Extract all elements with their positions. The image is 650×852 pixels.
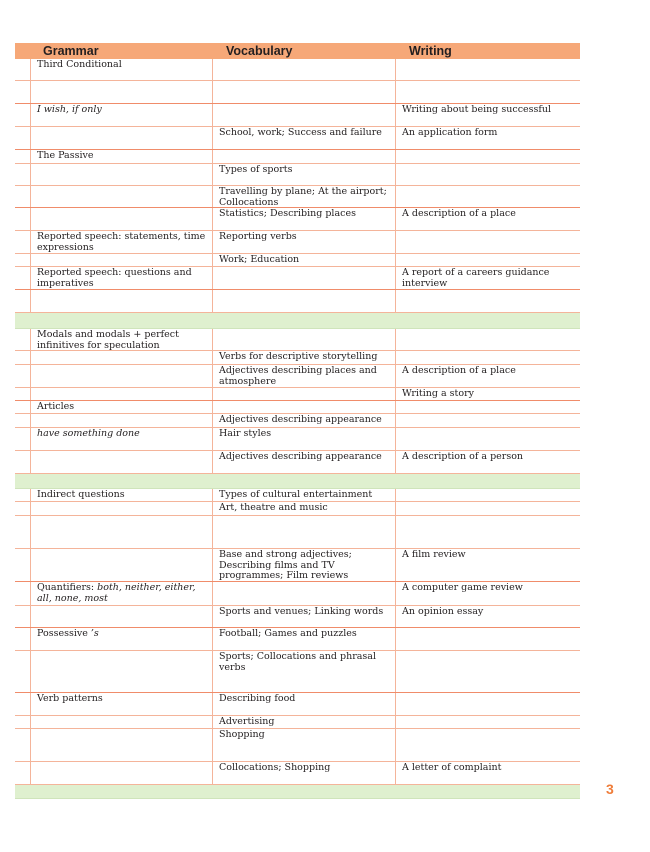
table-row: [15, 428, 580, 451]
vocabulary-cell: School, work; Success and failure: [213, 127, 396, 149]
table-row: [15, 351, 580, 365]
grammar-text-italic: ’s: [90, 628, 99, 639]
writing-cell: A description of a place: [402, 208, 516, 219]
vocabulary-cell: Verbs for descriptive storytelling: [213, 351, 396, 364]
table-row: [15, 606, 580, 628]
table-row: [15, 186, 580, 208]
vocabulary-cell: Football; Games and puzzles: [213, 628, 396, 650]
table-row: [15, 104, 580, 127]
writing-cell: Writing about being successful: [402, 104, 552, 115]
grammar-cell: Verb patterns: [31, 693, 213, 715]
writing-cell: A computer game review: [402, 582, 523, 593]
vocabulary-cell: Statistics; Describing places: [213, 208, 396, 230]
grammar-cell: Third Conditional: [31, 59, 213, 80]
grammar-cell: Reported speech: statements, time expressions: [31, 231, 213, 253]
table-row: [15, 208, 580, 231]
vocabulary-cell: Describing food: [213, 693, 396, 715]
table-row: [15, 254, 580, 267]
vocabulary-cell: Adjectives describing places and atmosphere: [213, 365, 396, 387]
writing-cell: A letter of complaint: [402, 762, 502, 773]
vocabulary-cell: Travelling by plane; At the airport; Collocations: [213, 186, 396, 207]
table-row: [15, 716, 580, 729]
grammar-text: Quantifiers:: [37, 582, 98, 593]
grammar-cell: [31, 628, 213, 650]
vocabulary-cell: Advertising: [213, 716, 396, 728]
vocabulary-cell: Types of cultural entertainment: [213, 489, 396, 501]
vocabulary-cell: Reporting verbs: [213, 231, 396, 253]
vocabulary-cell: Shopping: [213, 729, 396, 761]
table-row: [15, 164, 580, 186]
page-number: 3: [606, 781, 614, 797]
table-row: [15, 365, 580, 388]
writing-cell: A report of a careers guidance interview: [402, 267, 550, 289]
vocabulary-cell: Sports; Collocations and phrasal verbs: [213, 651, 396, 692]
table-row: [15, 290, 580, 313]
grammar-cell: Modals and modals + perfect infinitives for speculation: [31, 329, 213, 350]
table-header: [15, 43, 580, 59]
table-row: [15, 414, 580, 428]
vocabulary-cell: Hair styles: [213, 428, 396, 450]
writing-cell: Writing a story: [402, 388, 474, 399]
table-row: [15, 81, 580, 104]
vocabulary-cell: Adjectives describing appearance: [213, 414, 396, 427]
vocabulary-cell: Adjectives describing appearance: [213, 451, 396, 473]
table-row: [15, 127, 580, 150]
table-row: [15, 489, 580, 502]
vocabulary-cell: Art, theatre and music: [213, 502, 396, 515]
grammar-cell: The Passive: [31, 150, 213, 163]
writing-cell: A description of a person: [402, 451, 524, 462]
table-row: [15, 59, 580, 81]
table-row: [15, 231, 580, 254]
grammar-text: Possessive: [37, 628, 91, 639]
table-row: [15, 401, 580, 414]
table-row: [15, 267, 580, 290]
table-row: [15, 693, 580, 716]
section-divider: [15, 785, 580, 799]
header-vocabulary: Vocabulary: [226, 44, 293, 58]
grammar-cell: [31, 582, 213, 605]
table-row: [15, 762, 580, 785]
table-row: [15, 729, 580, 762]
table-row: [15, 651, 580, 693]
vocabulary-cell: Sports and venues; Linking words: [213, 606, 396, 627]
section-divider: [15, 313, 580, 329]
writing-cell: An application form: [402, 127, 498, 138]
section-divider: [15, 474, 580, 489]
grammar-cell: I wish, if only: [31, 104, 213, 126]
table-row: [15, 549, 580, 582]
vocabulary-cell: Types of sports: [213, 164, 396, 185]
writing-cell: A description of a place: [402, 365, 516, 376]
table-row: [15, 451, 580, 474]
table-row: [15, 516, 580, 549]
table-row: [15, 502, 580, 516]
table-row: [15, 582, 580, 606]
header-grammar: Grammar: [43, 44, 99, 58]
writing-cell: A film review: [402, 549, 466, 560]
contents-table: [15, 59, 580, 799]
table-row: [15, 329, 580, 351]
vocabulary-cell: Work; Education: [213, 254, 396, 266]
grammar-text-italic: both, neither, either, all, none, most: [37, 582, 196, 604]
writing-cell: An opinion essay: [402, 606, 484, 617]
grammar-cell: Indirect questions: [31, 489, 213, 501]
grammar-cell: Articles: [31, 401, 213, 413]
table-row: [15, 628, 580, 651]
vocabulary-cell: Base and strong adjectives; Describing films and TV programmes; Film reviews: [213, 549, 396, 581]
table-row: [15, 388, 580, 401]
grammar-cell: Reported speech: questions and imperatives: [31, 267, 213, 289]
grammar-cell: have something done: [31, 428, 213, 450]
header-writing: Writing: [409, 44, 452, 58]
table-row: [15, 150, 580, 164]
vocabulary-cell: Collocations; Shopping: [213, 762, 396, 784]
